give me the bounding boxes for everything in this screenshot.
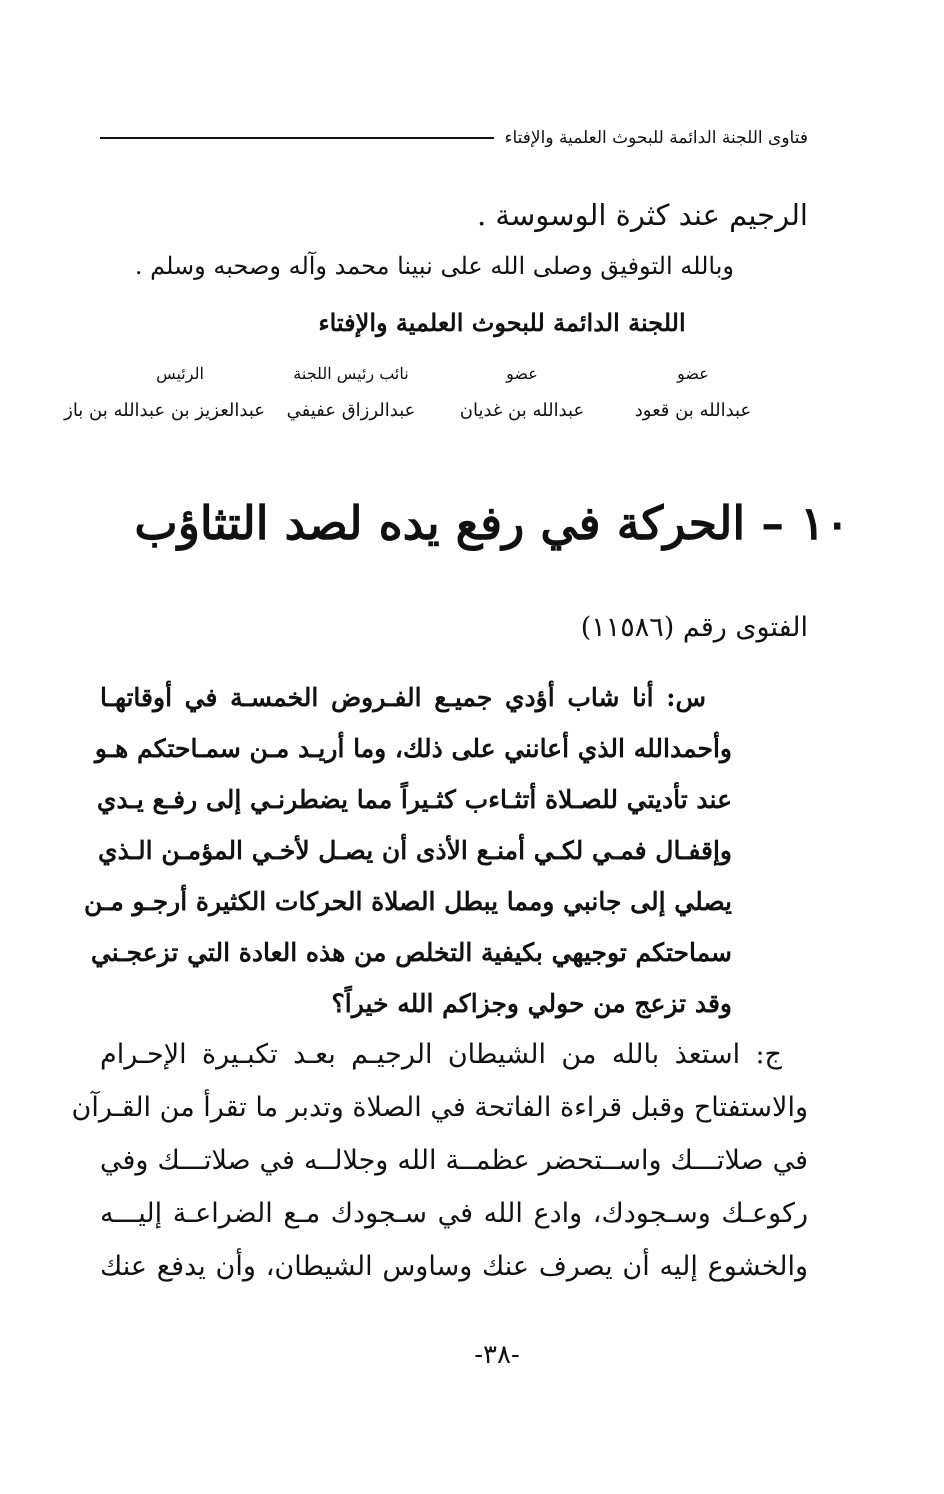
question-line: وإقفـال فمـي لكـي أمنـع الأذى أن يصـل لأخـي المؤمـن الـذي	[98, 836, 732, 865]
running-header	[100, 128, 808, 148]
answer-line: والخشوع إليه أن يصرف عنك وساوس الشيطان، وأن يدفع عنك	[100, 1251, 808, 1282]
question-line: سماحتكم توجيهي بكيفية التخلص من هذه العادة التي تزعجـني	[90, 938, 732, 967]
question-line: وقد تزعج من حولي وجزاكم الله خيراً؟	[331, 989, 732, 1018]
signatory-titles	[95, 364, 778, 383]
closing-line-1: الرجيم عند كثرة الوسوسة .	[477, 198, 808, 232]
signatory-title: عضو	[677, 364, 709, 383]
answer-line: في صلاتـــك واســتحضر عظمــة الله وجلالــه في صلاتـــك وفي	[100, 1145, 808, 1176]
committee-name: اللجنة الدائمة للبحوث العلمية والإفتاء	[318, 308, 686, 337]
question-block	[84, 672, 732, 1029]
signatory-name: عبدالرزاق عفيفي	[286, 400, 416, 421]
question-line: س: أنا شاب أؤدي جميـع الفـروض الخمسـة في أوقاتهـا	[100, 683, 706, 712]
signatory-name: عبدالله بن غديان	[459, 400, 585, 421]
closing-line-2: وبالله التوفيق وصلى الله على نبينا محمد وآله وصحبه وسلم .	[134, 252, 734, 280]
header-rule	[100, 137, 494, 139]
header-title: فتاوى اللجنة الدائمة للبحوث العلمية والإفتاء	[504, 128, 808, 148]
section-heading: ١٠ – الحركة في رفع يده لصد التثاؤب	[134, 496, 850, 550]
signatory-names	[64, 400, 778, 421]
answer-line: والاستفتاح وقبل قراءة الفاتحة في الصلاة وتدبر ما تقرأ من القـرآن	[71, 1092, 808, 1123]
page-number: -٣٨-	[474, 1340, 520, 1370]
fatwa-number: الفتوى رقم (١١٥٨٦)	[580, 612, 808, 643]
question-line: يصلي إلى جانبي ومما يبطل الصلاة الحركات الكثيرة أرجـو مـن	[84, 887, 732, 916]
signatory-title: عضو	[506, 364, 538, 383]
signatory-name: عبدالعزيز بن عبدالله بن باز	[64, 400, 265, 421]
answer-line: ج: استعذ بالله من الشيطان الرجيـم بعـد تكبـيرة الإحـرام	[100, 1039, 782, 1070]
answer-block	[71, 1028, 808, 1293]
signatory-title: نائب رئيس اللجنة	[293, 364, 409, 383]
question-line: عند تأديتي للصـلاة أتثـاءب كثـيراً مما يضطرنـي إلى رفـع يـدي	[96, 785, 732, 814]
answer-line: ركوعـك وسـجودك، وادع الله في سـجودك مـع الضراعـة إليـــه	[100, 1198, 808, 1229]
question-line: وأحمدالله الذي أعانني على ذلك، وما أريـد مـن سمـاحتكم هـو	[94, 734, 732, 763]
signatory-name: عبدالله بن قعود	[634, 400, 752, 421]
signatory-title: الرئيس	[156, 364, 204, 383]
